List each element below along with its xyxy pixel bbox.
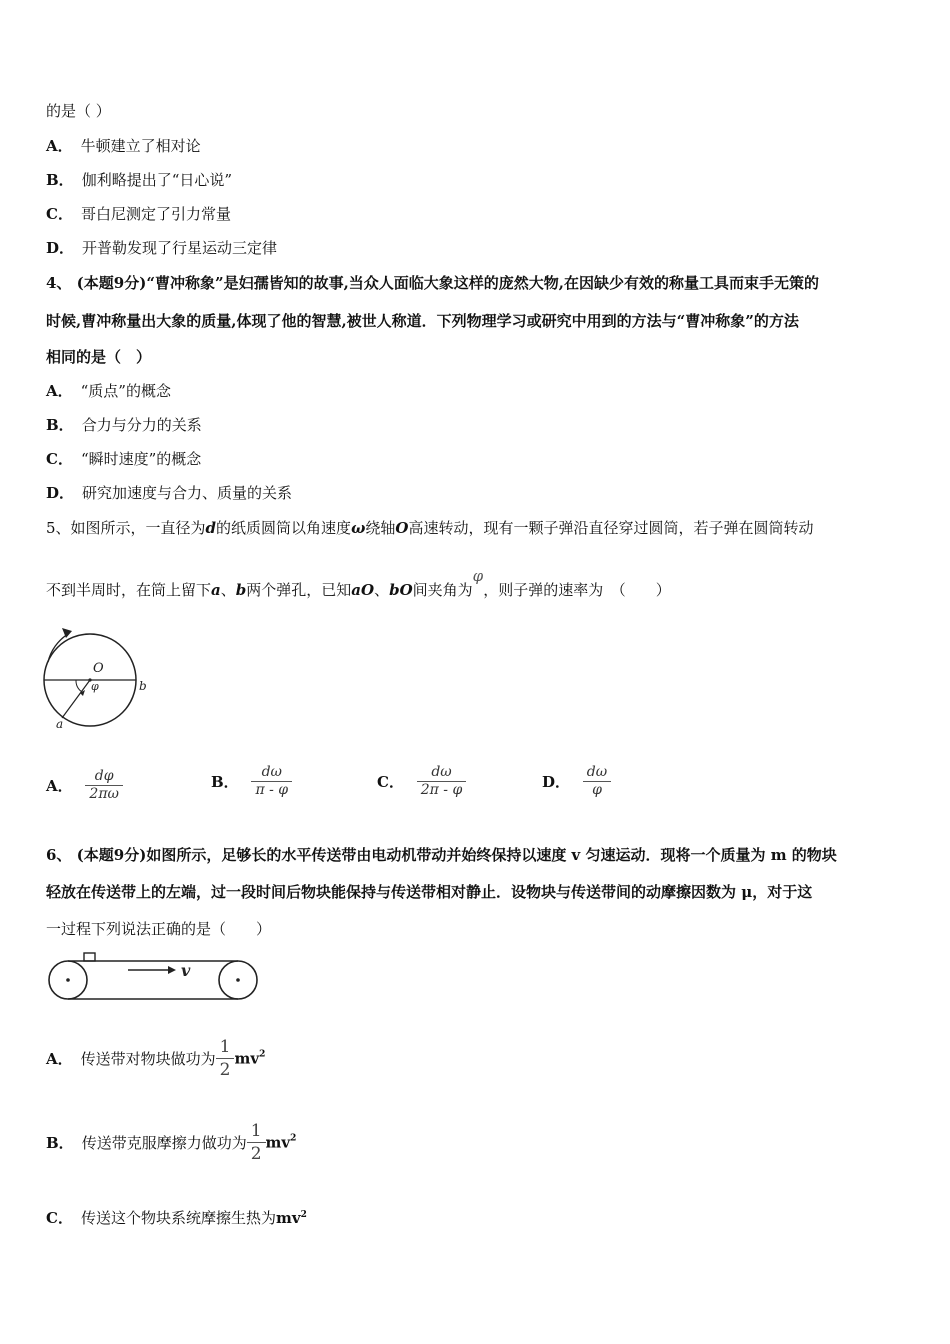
fig-label-phi: φ (91, 680, 99, 693)
q4-option-d[interactable]: D． 研究加速度与合力、质量的关系 (46, 484, 293, 502)
q5-option-c-fraction: $\frac{d\omega}{2\pi - \varphi}$ (417, 764, 467, 799)
q4-option-b[interactable]: B． 合力与分力的关系 (46, 416, 202, 434)
fig-label-v: v (181, 961, 191, 980)
q4-option-c[interactable]: C． “瞬时速度”的概念 (46, 450, 202, 468)
q5-option-c[interactable]: C． $\frac{d\omega}{2\pi - \varphi}$ (377, 764, 466, 799)
q4-option-a[interactable]: A． “质点”的概念 (46, 382, 171, 400)
q3-option-d[interactable]: D． 开普勒发现了行星运动三定律 (46, 239, 278, 257)
angle-arc (76, 680, 82, 692)
block (84, 953, 95, 961)
radius-oa (62, 680, 90, 718)
q6-option-c[interactable]: C． 传送这个物块系统摩擦生热为$mv^2$ (46, 1209, 307, 1227)
q5-stem-line1: 5、如图所示，一直径为d的纸质圆筒以角速度ω绕轴O高速转动，现有一颗子弹沿直径穿过圆筒，若子弹在圆筒转动 (46, 519, 814, 537)
q3-option-c[interactable]: C． 哥白尼测定了引力常量 (46, 205, 231, 223)
q6-option-a-fraction: $\frac{1}{2}$ (216, 1036, 235, 1081)
q6-option-b[interactable]: B． 传送带克服摩擦力做功为 $\frac{1}{2}$ $mv^2$ (46, 1121, 297, 1164)
q6-option-b-fraction: $\frac{1}{2}$ (247, 1120, 266, 1165)
q3-option-b[interactable]: B． 伽利略提出了“日心说” (46, 171, 233, 189)
fig-label-b: b (139, 679, 147, 693)
q4-stem-line3: 相同的是（ ） (46, 348, 152, 366)
q5-option-a-fraction: $\frac{d\varphi}{2\pi\omega}$ (85, 768, 123, 803)
q5-option-d[interactable]: D． $\frac{d\omega}{\varphi}$ (542, 764, 611, 799)
q5-option-d-fraction: $\frac{d\omega}{\varphi}$ (583, 764, 611, 799)
q6-stem-line1: 6、 (本题9分)如图所示，足够长的水平传送带由电动机带动并始终保持以速度 v 匀速运动．现将一个质量为 m 的物块 (46, 846, 837, 864)
q6-conveyor-figure (44, 950, 264, 1006)
q5-option-b[interactable]: B． $\frac{d\omega}{\pi - \varphi}$ (211, 764, 292, 799)
q5-option-a[interactable]: A． $\frac{d\varphi}{2\pi\omega}$ (46, 768, 123, 803)
q3-stem-tail: 的是（ ） (46, 102, 111, 120)
q5-cylinder-figure (38, 622, 158, 732)
fig-label-a: a (56, 717, 64, 731)
q6-option-a[interactable]: A． 传送带对物块做功为 $\frac{1}{2}$ $mv^2$ (46, 1037, 266, 1080)
q6-stem-line2: 轻放在传送带上的左端，过一段时间后物块能保持与传送带相对静止．设物块与传送带间的动摩擦因数为 μ，对于这 (46, 883, 813, 901)
q6-stem-line3: 一过程下列说法正确的是（ ） (46, 920, 272, 938)
q3-option-a[interactable]: A． 牛顿建立了相对论 (46, 137, 201, 155)
fig-label-o: O (93, 661, 104, 676)
q5-option-b-fraction: $\frac{d\omega}{\pi - \varphi}$ (251, 764, 292, 799)
q5-stem-line2: 不到半周时，在筒上留下a、b两个弹孔，已知aO、bO间夹角为φ，则子弹的速率为 （ ） (46, 567, 671, 599)
q4-stem-line2: 时候,曹冲称量出大象的质量,体现了他的智慧,被世人称道．下列物理学习或研究中用到的方法与“曹冲称象”的方法 (46, 312, 799, 330)
q4-stem-line1: 4、 (本题9分)“曹冲称象”是妇孺皆知的故事,当众人面临大象这样的庞然大物,在因缺少有效的称量工具而束手无策的 (46, 274, 820, 292)
